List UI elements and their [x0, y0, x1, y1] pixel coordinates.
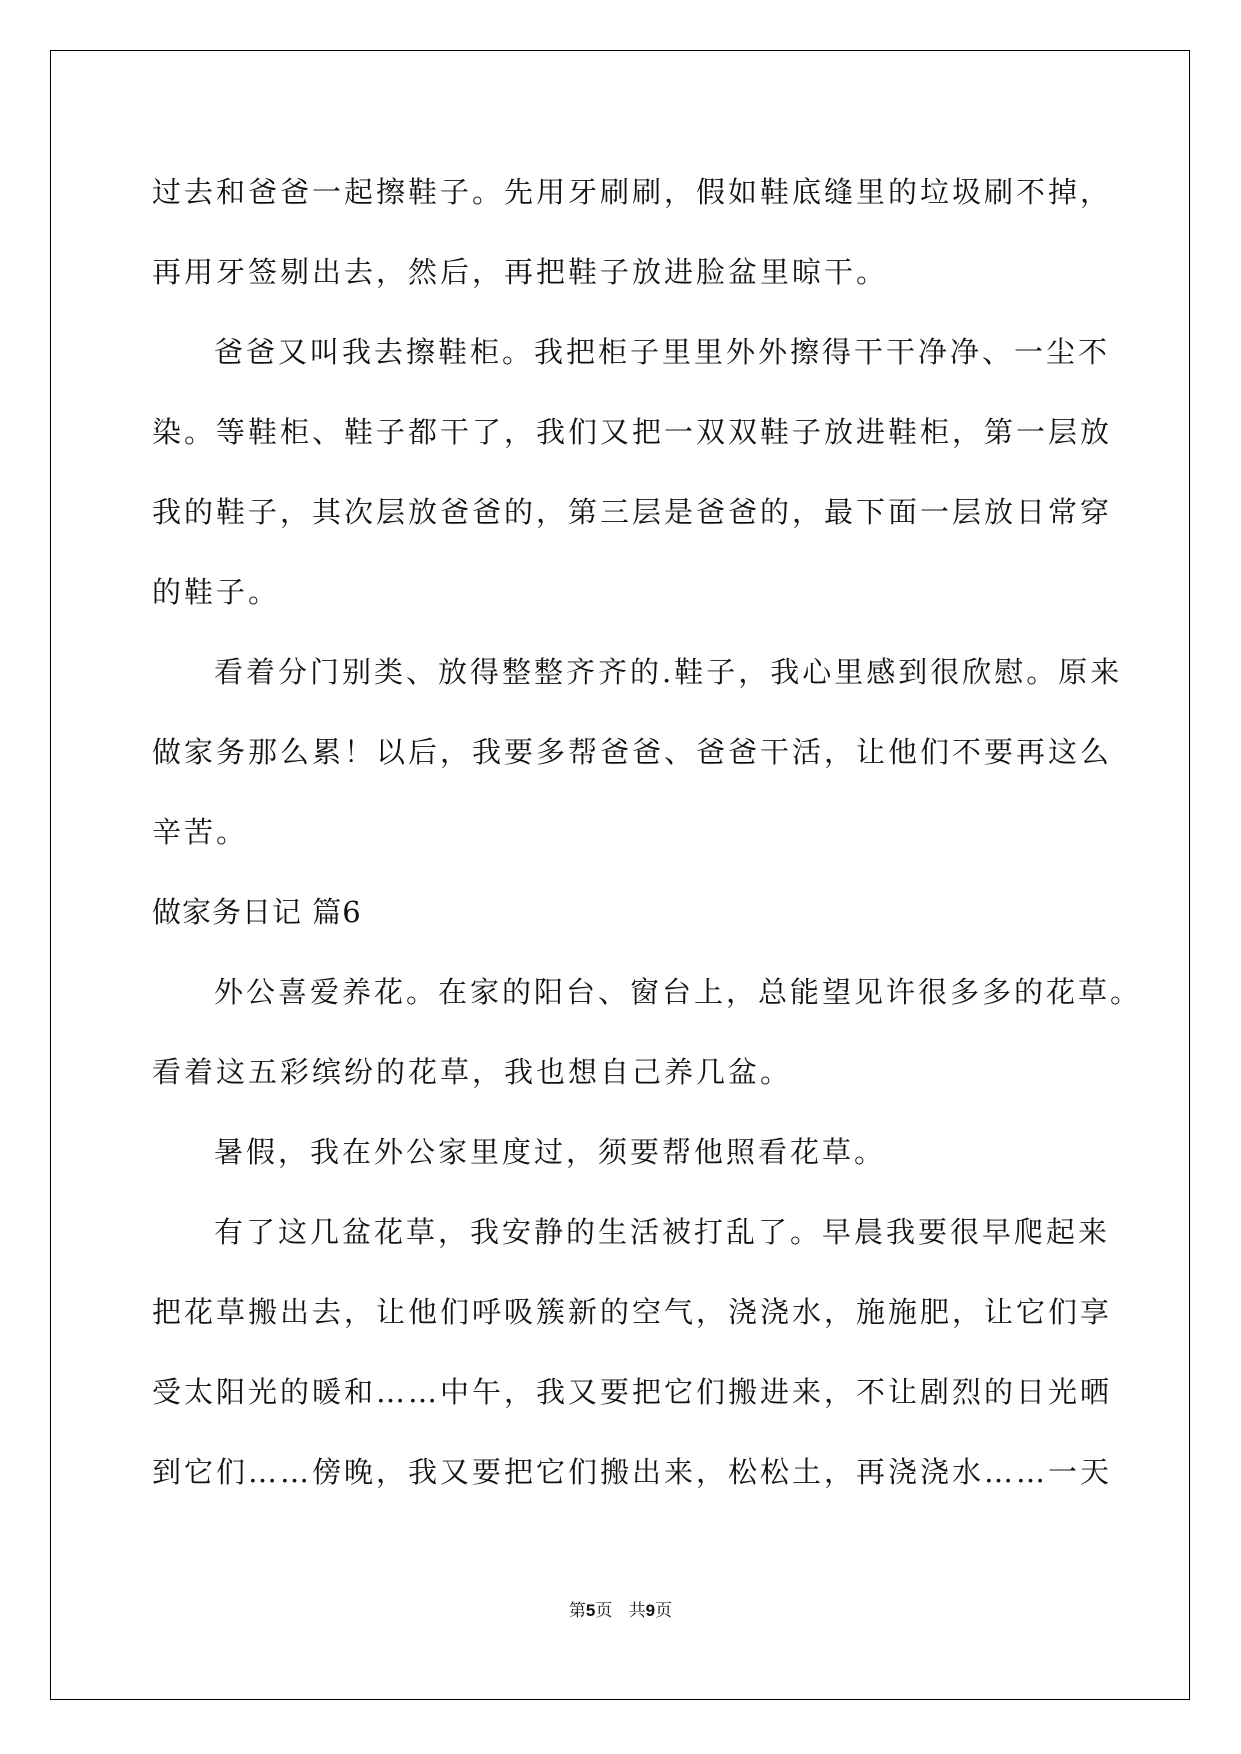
- text-line: 辛苦。: [152, 815, 249, 849]
- text-line: 看着这五彩缤纷的花草，我也想自己养几盆。: [152, 1055, 793, 1089]
- text-line: 我的鞋子，其次层放爸爸的，第三层是爸爸的，最下面一层放日常穿: [152, 495, 1113, 529]
- paragraph-start: 暑假，我在外公家里度过，须要帮他照看花草。: [214, 1135, 887, 1169]
- paragraph-start: 看着分门别类、放得整整齐齐的.鞋子，我心里感到很欣慰。原来: [214, 655, 1123, 689]
- current-page-number: 5: [585, 1601, 596, 1620]
- text-line: 再用牙签剔出去，然后，再把鞋子放进脸盆里晾干。: [152, 255, 889, 289]
- total-page-count: 9: [645, 1601, 656, 1620]
- text-line: 过去和爸爸一起擦鞋子。先用牙刷刷，假如鞋底缝里的垃圾刷不掉，: [152, 175, 1113, 209]
- page-footer: [0, 1596, 1241, 1621]
- footer-mid: 页 共: [595, 1601, 646, 1621]
- text-line: 把花草搬出去，让他们呼吸簇新的空气，浇浇水，施施肥，让它们享: [152, 1295, 1113, 1329]
- paragraph-start: 爸爸又叫我去擦鞋柜。我把柜子里里外外擦得干干净净、一尘不: [214, 335, 1111, 369]
- text-line: 受太阳光的暖和……中午，我又要把它们搬进来，不让剧烈的日光晒: [152, 1375, 1113, 1409]
- paragraph-start: 外公喜爱养花。在家的阳台、窗台上，总能望见许很多多的花草。: [214, 975, 1143, 1009]
- text-line: 的鞋子。: [152, 575, 281, 609]
- footer-suffix: 页: [655, 1601, 673, 1621]
- section-heading: 做家务日记 篇6: [152, 895, 362, 929]
- text-line: 染。等鞋柜、鞋子都干了，我们又把一双双鞋子放进鞋柜，第一层放: [152, 415, 1113, 449]
- paragraph-start: 有了这几盆花草，我安静的生活被打乱了。早晨我要很早爬起来: [214, 1215, 1111, 1249]
- text-line: 到它们……傍晚，我又要把它们搬出来，松松土，再浇浇水……一天: [152, 1455, 1113, 1489]
- text-line: 做家务那么累！以后，我要多帮爸爸、爸爸干活，让他们不要再这么: [152, 735, 1113, 769]
- footer-prefix: 第: [568, 1601, 586, 1621]
